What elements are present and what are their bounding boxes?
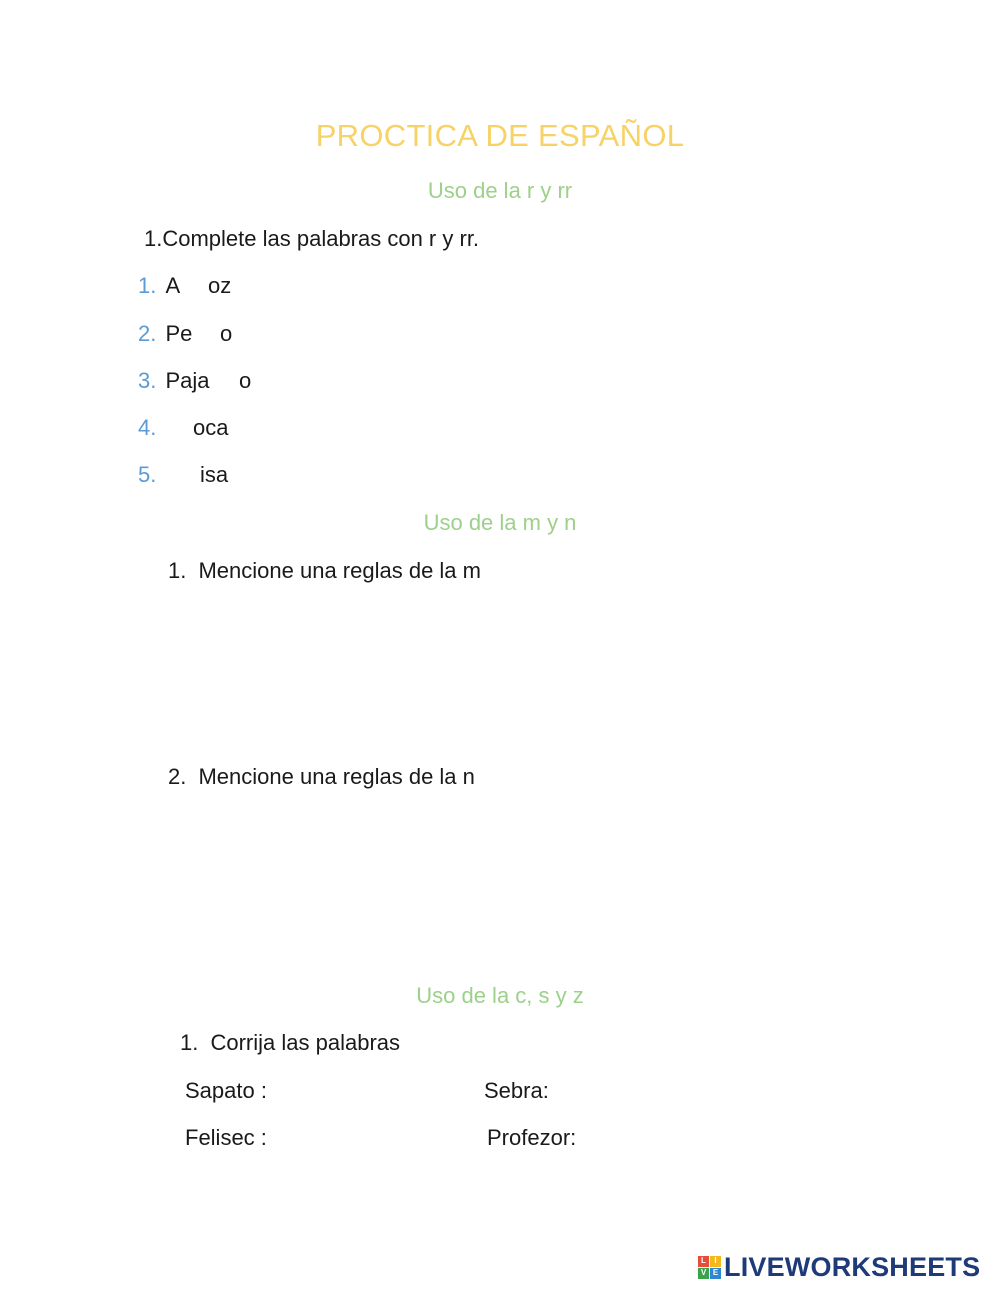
word-sebra: Sebra: [484, 1078, 549, 1103]
logo-blocks-icon [698, 1256, 721, 1279]
word-suffix: oz [208, 273, 232, 298]
worksheet-title: PROCTICA DE ESPAÑOL [315, 118, 685, 153]
word-suffix: o [220, 321, 233, 346]
list-item [138, 273, 180, 299]
item-number: 5. [138, 462, 157, 487]
section-heading-m-n: Uso de la m y n [423, 510, 577, 535]
logo-letter-block: I [710, 1256, 721, 1267]
word-prefix: Pe [165, 321, 193, 346]
word-suffix: o [239, 368, 252, 393]
logo-letter-block: E [710, 1268, 721, 1279]
word-suffix: isa [200, 462, 229, 487]
answer-blank-3[interactable] [210, 369, 242, 395]
answer-profezor[interactable] [594, 1125, 768, 1153]
question-number: 1. [168, 558, 187, 583]
answer-felisec[interactable] [278, 1125, 452, 1153]
instruction-complete-words: 1.Complete las palabras con r y rr. [144, 226, 480, 251]
logo-letter-block: L [698, 1256, 709, 1267]
list-item [138, 321, 192, 347]
list-item [138, 462, 156, 488]
item-number: 2. [138, 321, 157, 346]
word-prefix: Paja [165, 368, 210, 393]
answer-sapato[interactable] [280, 1078, 454, 1106]
item-number: 3. [138, 368, 157, 393]
answer-n-rule[interactable] [198, 806, 762, 960]
section-heading-r-rr: Uso de la r y rr [427, 178, 573, 203]
question-correct-words [180, 1030, 400, 1056]
question-m-rule [168, 558, 481, 584]
word-profezor: Profezor: [487, 1125, 577, 1150]
question-number: 1. [180, 1030, 199, 1055]
answer-blank-4[interactable] [164, 416, 196, 442]
word-suffix: oca [193, 415, 229, 440]
item-number: 1. [138, 273, 157, 298]
word-sapato: Sapato : [185, 1078, 267, 1103]
liveworksheets-logo [698, 1250, 980, 1284]
answer-m-rule[interactable] [198, 600, 762, 744]
list-item [138, 415, 156, 441]
question-text: Mencione una reglas de la n [198, 764, 475, 789]
answer-blank-2[interactable] [191, 322, 223, 348]
logo-letter-block: V [698, 1268, 709, 1279]
question-n-rule [168, 764, 475, 790]
item-number: 4. [138, 415, 157, 440]
question-text: Mencione una reglas de la m [198, 558, 481, 583]
answer-blank-5[interactable] [164, 463, 202, 489]
question-text: Corrija las palabras [210, 1030, 401, 1055]
answer-sebra[interactable] [560, 1078, 734, 1106]
list-item [138, 368, 210, 394]
logo-text: LIVEWORKSHEETS [724, 1251, 981, 1282]
section-heading-c-s-z: Uso de la c, s y z [416, 983, 584, 1008]
word-prefix: A [165, 273, 181, 298]
answer-blank-1[interactable] [179, 274, 211, 300]
word-felisec: Felisec : [185, 1125, 267, 1150]
question-number: 2. [168, 764, 187, 789]
